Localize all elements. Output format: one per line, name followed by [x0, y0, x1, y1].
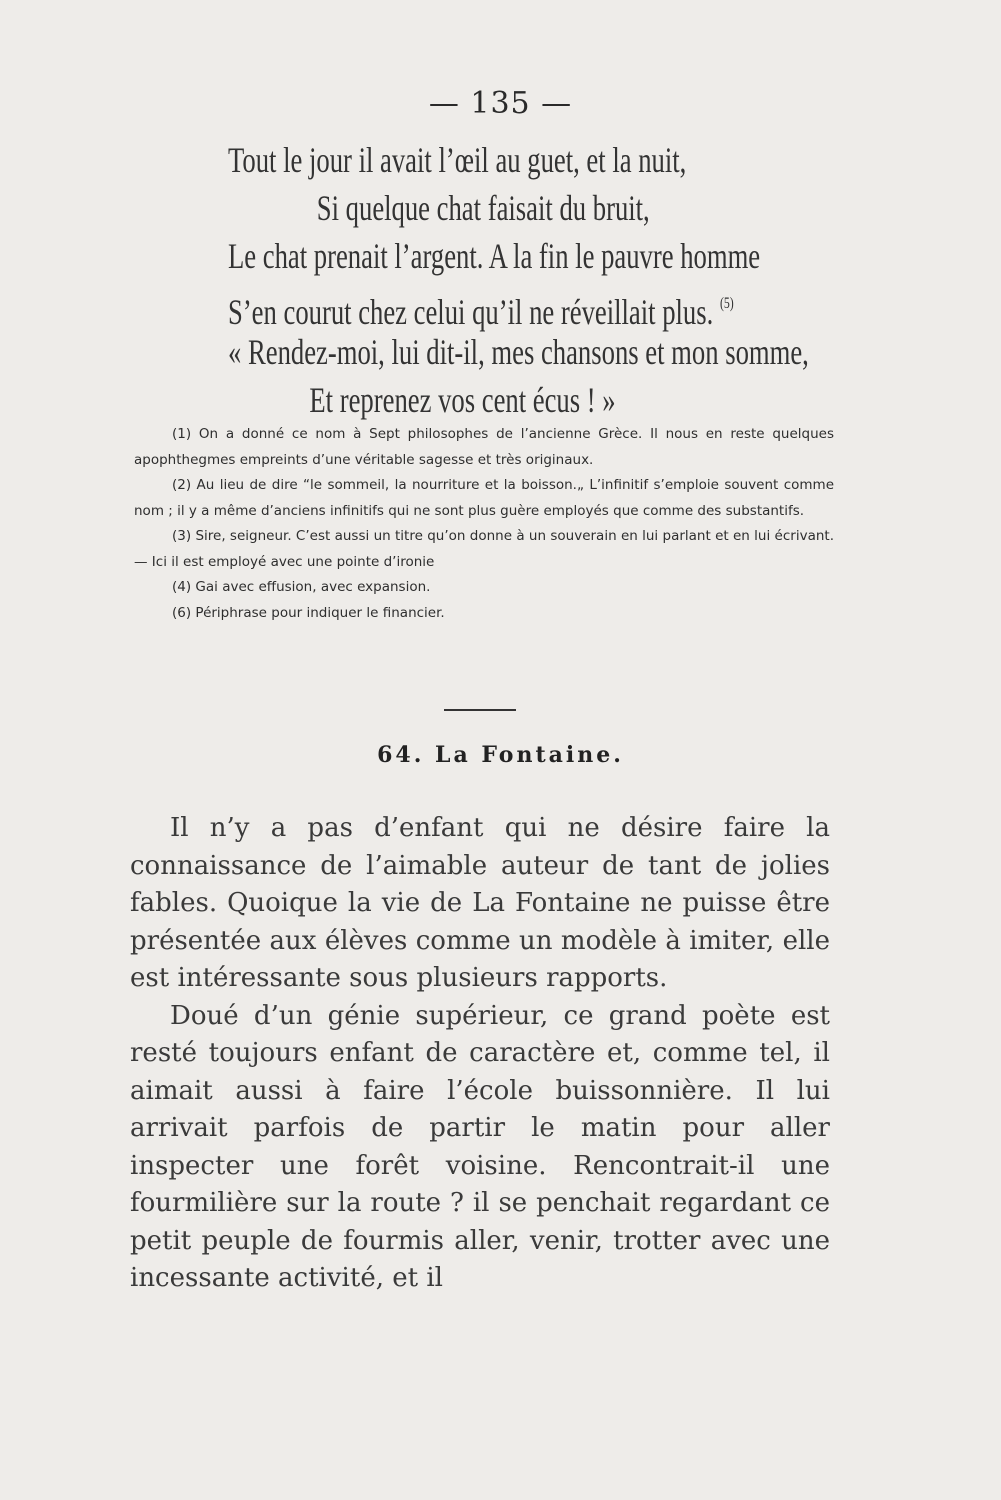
poem-line-text: S’en courut chez celui qu’il ne réveillait plus. — [228, 292, 714, 332]
poem-line: « Rendez-moi, lui dit-il, mes chansons et mon somme, — [228, 332, 809, 372]
footnote: (1) On a donné ce nom à Sept philosophes de l’ancienne Grèce. Il nous en reste quelques apophthegmes empreints d’une véritable sagesse et très originaux. — [134, 426, 834, 468]
poem-line: Le chat prenait l’argent. A la fin le pauvre homme — [228, 236, 761, 276]
poem — [228, 136, 809, 424]
footnote-marker: (5) — [719, 295, 734, 312]
paragraph: Doué d’un génie supérieur, ce grand poète est resté toujours enfant de caractère et, comme tel, il aimait aussi à faire l’école buissonnière. Il lui arrivait parfois de partir le matin pour aller inspecter une forêt voisine. Rencontrait-il une fourmilière sur la route ? il se penchait regardant ce petit peuple de fourmis aller, venir, trotter avec une incessante activité, et il — [130, 1000, 830, 1293]
section-divider — [444, 709, 516, 711]
footnote: (3) Sire, seigneur. C’est aussi un titre qu’on donne à un souverain en lui parlant et en lui écrivant. — Ici il est employé avec une pointe d’ironie — [134, 528, 834, 570]
poem-line: Si quelque chat faisait du bruit, — [316, 188, 650, 228]
footnotes — [134, 422, 834, 626]
poem-line: Et reprenez vos cent écus ! » — [309, 380, 616, 420]
footnote: (2) Au lieu de dire “le sommeil, la nourriture et la boisson.„ L’infinitif s’emploie souvent comme nom ; il y a même d’anciens infinitifs qui ne sont plus guère employés que comme des substantifs. — [134, 477, 834, 519]
section-title: 64. La Fontaine. — [377, 742, 624, 768]
page-number: — 135 — — [428, 86, 573, 121]
poem-line — [228, 280, 734, 332]
section-body — [130, 810, 830, 1298]
paragraph: Il n’y a pas d’enfant qui ne désire faire la connaissance de l’aimable auteur de tant de jolies fables. Quoique la vie de La Fontaine ne puisse être présentée aux élèves comme un modèle à imiter, elle est intéressante sous plusieurs rapports. — [130, 813, 830, 993]
footnote: (6) Périphrase pour indiquer le financier. — [172, 604, 445, 621]
footnote: (4) Gai avec effusion, avec expansion. — [172, 579, 431, 595]
poem-line: Tout le jour il avait l’œil au guet, et la nuit, — [228, 140, 687, 180]
